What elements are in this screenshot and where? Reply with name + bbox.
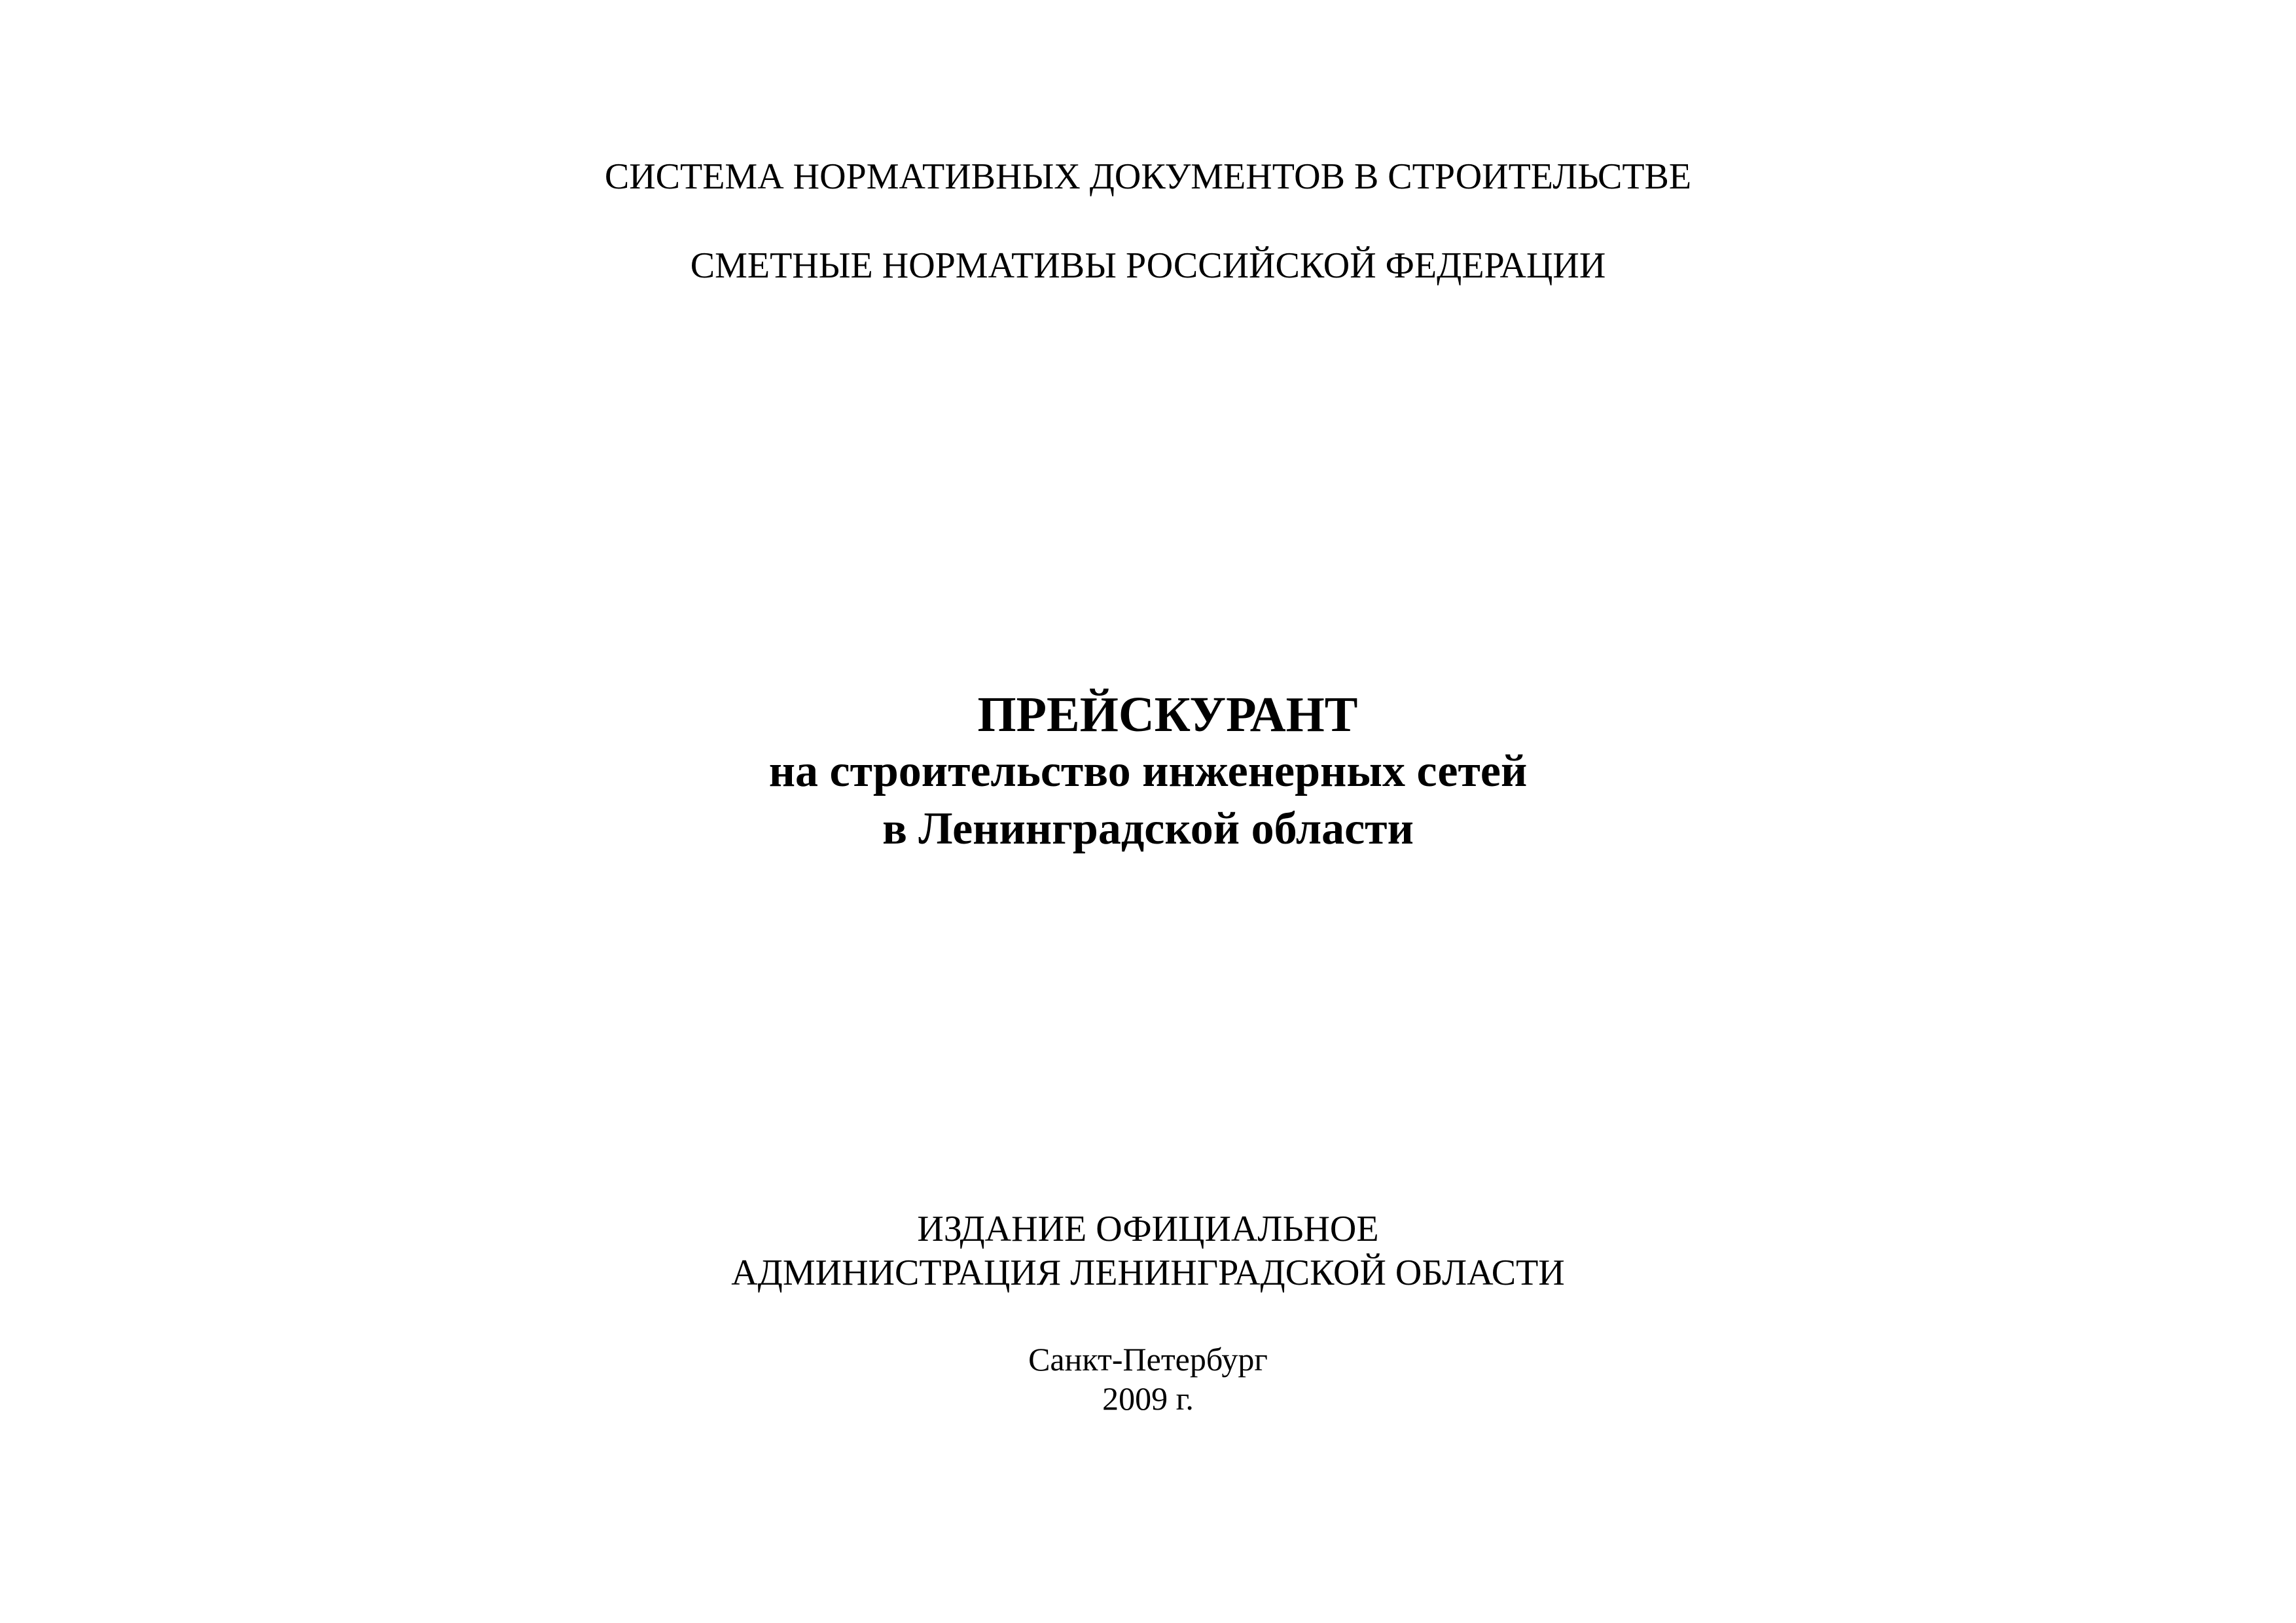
document-title: ПРЕЙСКУРАНТ: [977, 687, 1358, 742]
norms-heading: СМЕТНЫЕ НОРМАТИВЫ РОССИЙСКОЙ ФЕДЕРАЦИИ: [690, 245, 1606, 286]
publication-year: 2009 г.: [1102, 1380, 1194, 1417]
document-subtitle-line-2: в Ленинградской области: [882, 804, 1414, 854]
publisher-name: АДМИНИСТРАЦИЯ ЛЕНИНГРАДСКОЙ ОБЛАСТИ: [731, 1253, 1565, 1293]
edition-label: ИЗДАНИЕ ОФИЦИАЛЬНОЕ: [917, 1209, 1379, 1249]
system-heading: СИСТЕМА НОРМАТИВНЫХ ДОКУМЕНТОВ В СТРОИТЕЛЬСТВЕ: [604, 156, 1692, 197]
publication-city: Санкт-Петербург: [1028, 1341, 1268, 1378]
document-subtitle-line-1: на строительство инженерных сетей: [768, 746, 1528, 796]
